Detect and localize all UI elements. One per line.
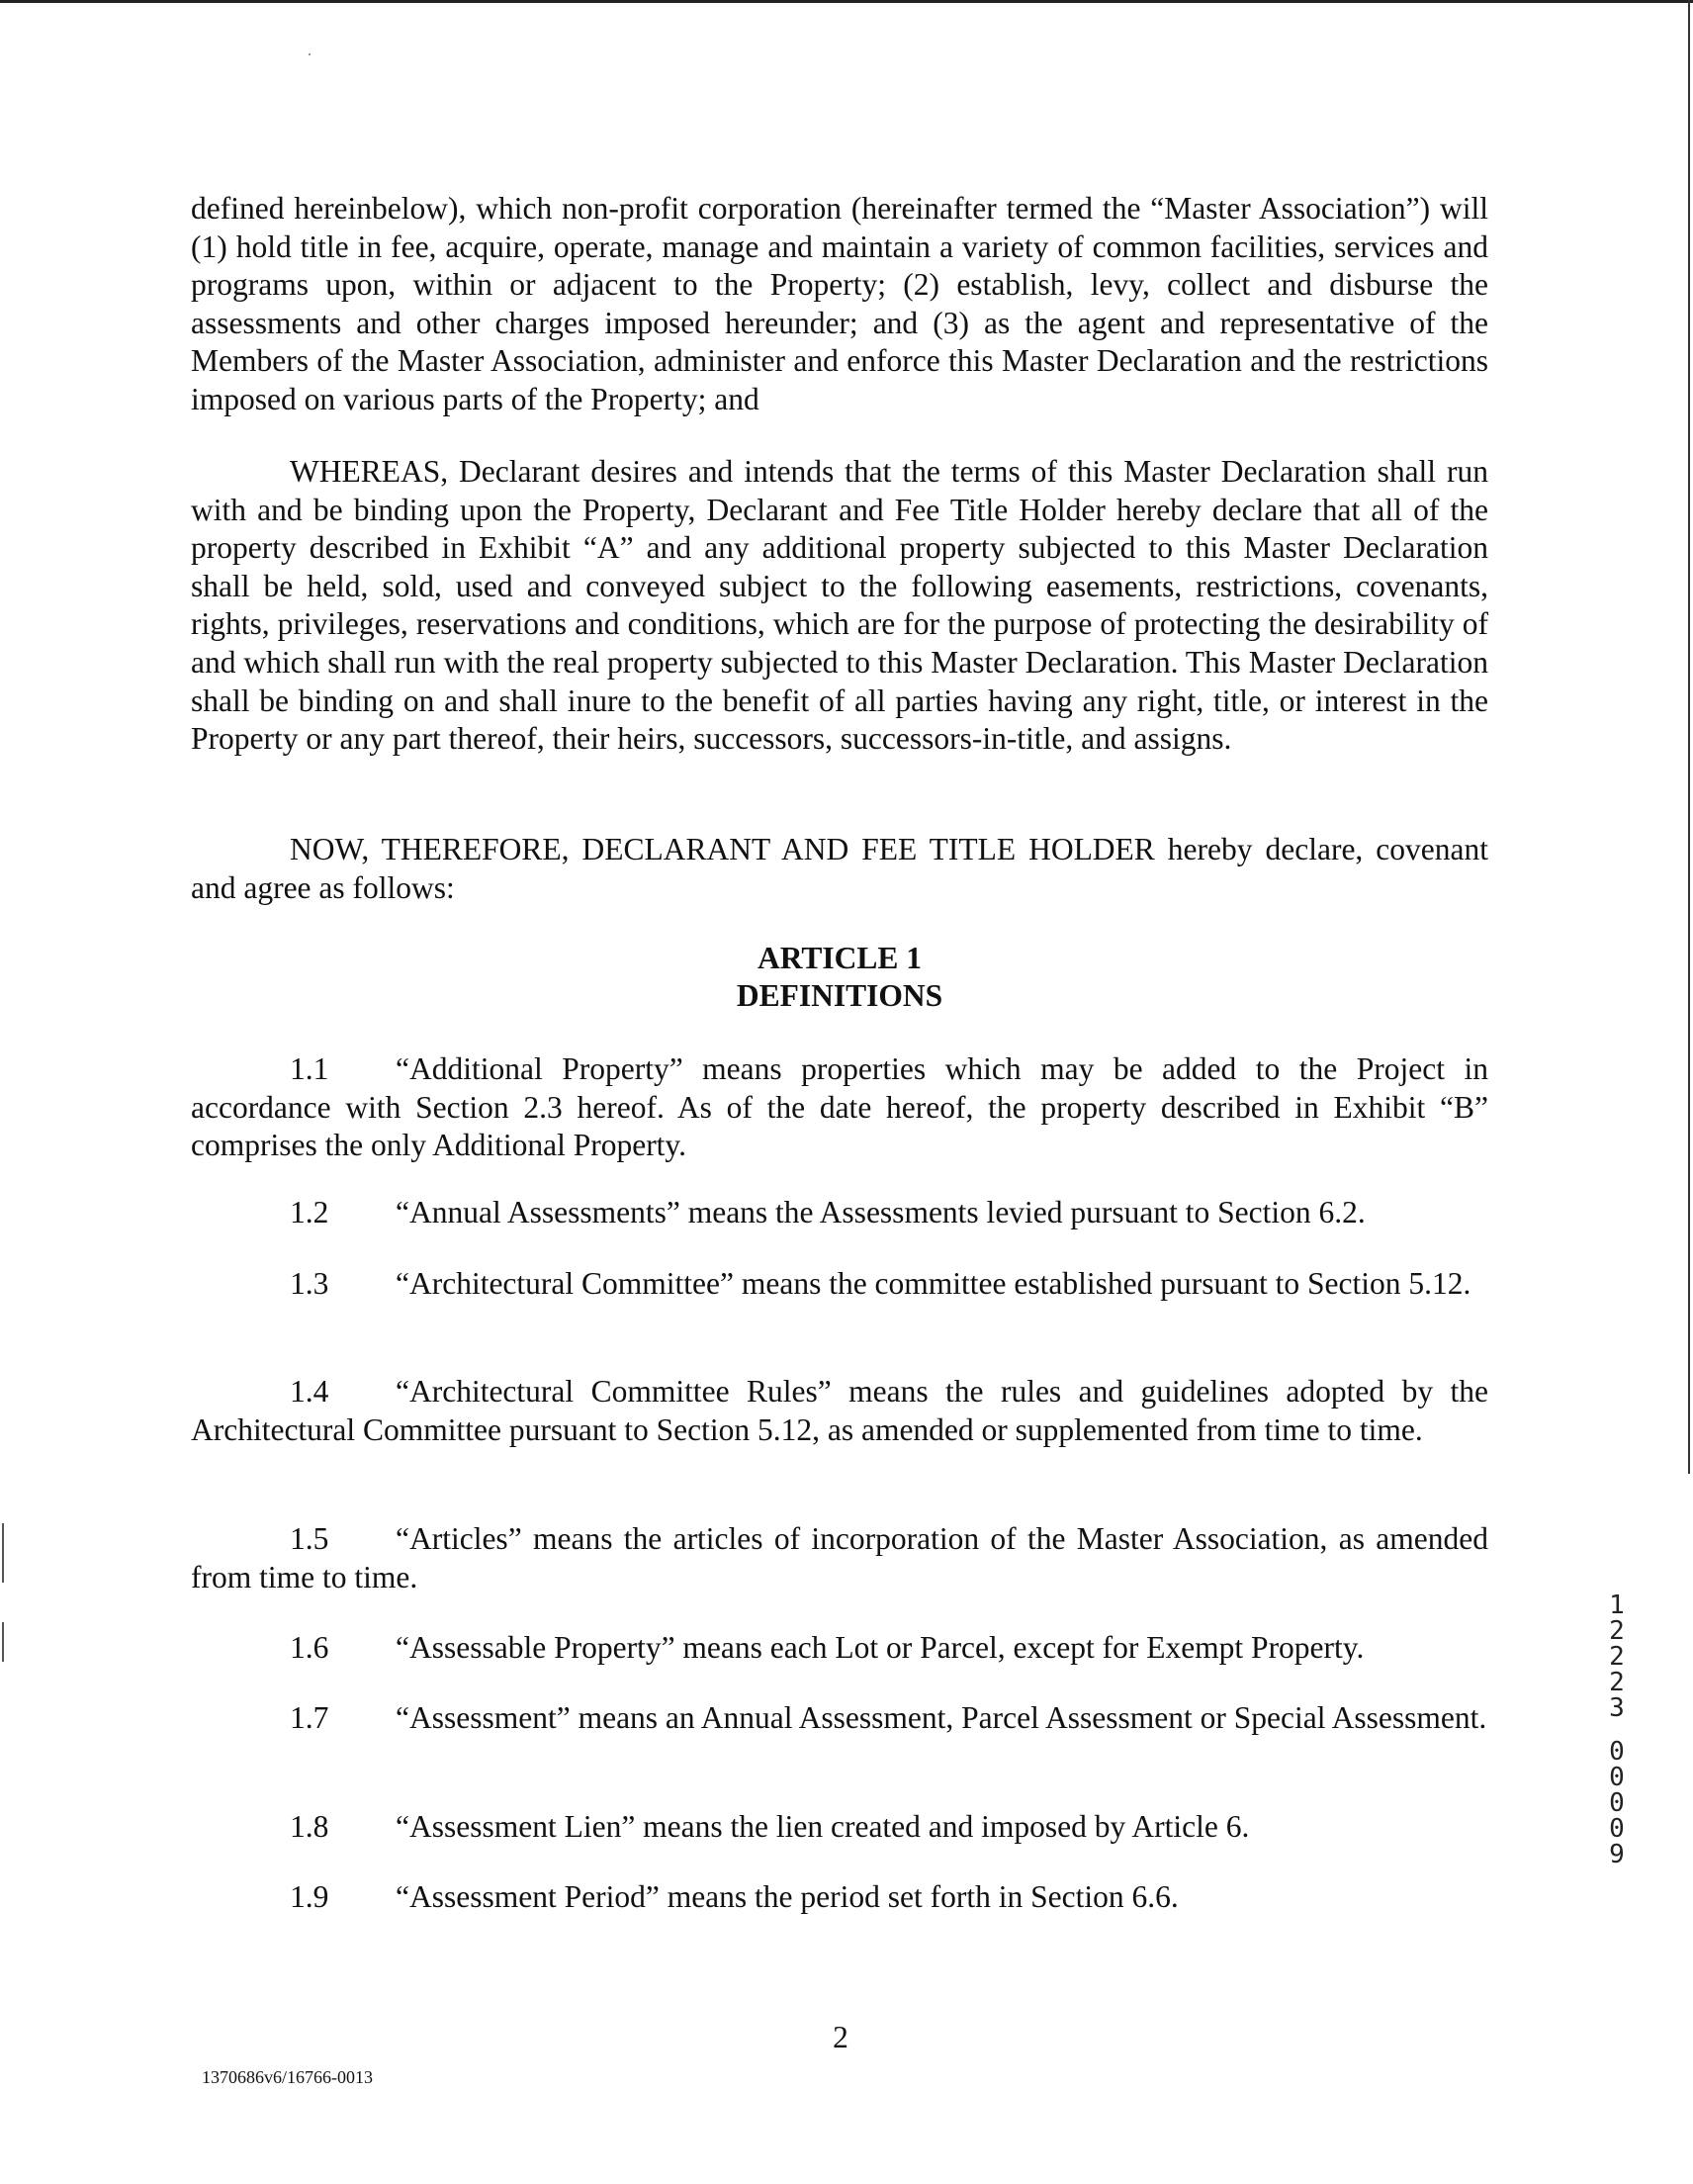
definition-text: “Architectural Committee Rules” means the rules and guidelines adopted by the Architectural Committee pursuant to Section 5.12, as amended or supplemented from time to time. (191, 1374, 1488, 1447)
definition-1-5 (191, 1520, 1488, 1596)
definition-1-3 (191, 1265, 1488, 1304)
definition-number: 1.5 (290, 1521, 329, 1556)
definition-text: “Assessable Property” means each Lot or Parcel, except for Exempt Property. (396, 1630, 1365, 1665)
definition-text: “Assessment” means an Annual Assessment, Parcel Assessment or Special Assessment. (396, 1700, 1487, 1735)
now-therefore-paragraph-block (191, 831, 1488, 907)
definition-number: 1.4 (290, 1374, 329, 1409)
page-right-edge (1688, 0, 1690, 1474)
whereas-paragraph: WHEREAS, Declarant desires and intends that the terms of this Master Declaration shall run with and be binding upon the Property, Declarant and Fee Title Holder hereby declare that all of the property described in Exhibit “A” and any additional property subjected to this Master Declaration shall be held, sold, used and conveyed subject to the following easements, restrictions, covenants, rights, privileges, reservations and conditions, which are for the purpose of protecting the desirability of and which shall run with the real property subjected to this Master Declaration. This Master Declaration shall be binding on and shall inure to the benefit of all parties having any right, title, or interest in the Property or any part thereof, their heirs, successors, successors-in-title, and assigns. (191, 454, 1488, 757)
definition-text: “Assessment Period” means the period set forth in Section 6.6. (396, 1879, 1179, 1914)
stamp-digit: 3 (1609, 1693, 1625, 1723)
definition-number: 1.1 (290, 1051, 329, 1086)
stamp-digit: 2 (1609, 1616, 1625, 1646)
page-top-edge (0, 0, 1693, 3)
definition-1-6 (191, 1629, 1488, 1668)
scan-speck (309, 53, 311, 55)
article-heading (191, 940, 1488, 1015)
document-id: 1370686v6/16766-0013 (202, 2067, 373, 2087)
definition-number: 1.2 (290, 1195, 329, 1229)
definition-1-7 (191, 1699, 1488, 1738)
definition-text: “Additional Property” means properties which may be added to the Project in accordance with Section 2.3 hereof. As of the date hereof, the property described in Exhibit “B” comprises the only Additional Property. (191, 1051, 1488, 1163)
article-title: DEFINITIONS (736, 978, 943, 1013)
definition-text: “Assessment Lien” means the lien created and imposed by Article 6. (396, 1809, 1250, 1844)
stamp-digit: 0 (1609, 1814, 1625, 1844)
stamp-digit: 2 (1609, 1642, 1625, 1672)
definition-number: 1.6 (290, 1630, 329, 1665)
stamp-digit: 2 (1609, 1668, 1625, 1697)
definition-1-9 (191, 1878, 1488, 1917)
intro-paragraph-block (191, 190, 1488, 419)
definition-number: 1.9 (290, 1879, 329, 1914)
definition-number: 1.3 (290, 1266, 329, 1301)
definition-1-1 (191, 1050, 1488, 1165)
page-number: 2 (833, 2020, 848, 2054)
article-number: ARTICLE 1 (757, 941, 923, 975)
definition-1-4 (191, 1373, 1488, 1449)
side-recording-stamp (1602, 1592, 1632, 1867)
definition-text: “Architectural Committee” means the committee established pursuant to Section 5.12. (396, 1266, 1471, 1301)
now-therefore-paragraph: NOW, THEREFORE, DECLARANT AND FEE TITLE HOLDER hereby declare, covenant and agree as follows: (191, 832, 1488, 905)
stamp-digit: 0 (1609, 1763, 1625, 1792)
stamp-digit: 9 (1609, 1840, 1625, 1869)
intro-paragraph: defined hereinbelow), which non-profit corporation (hereinafter termed the “Master Association”) will (1) hold title in fee, acquire, operate, manage and maintain a variety of common facilities, services and programs upon, within or adjacent to the Property; (2) establish, levy, collect and disburse the assessments and other charges imposed hereunder; and (3) as the agent and representative of the Members of the Master Association, administer and enforce this Master Declaration and the restrictions imposed on various parts of the Property; and (191, 191, 1488, 416)
definition-number: 1.8 (290, 1809, 329, 1844)
definition-text: “Annual Assessments” means the Assessments levied pursuant to Section 6.2. (396, 1195, 1366, 1229)
stamp-digit: 1 (1609, 1591, 1625, 1620)
definition-1-2 (191, 1194, 1488, 1232)
left-margin-mark (2, 1622, 4, 1662)
stamp-digit: 0 (1609, 1737, 1625, 1767)
left-margin-mark (2, 1523, 4, 1583)
definition-text: “Articles” means the articles of incorporation of the Master Association, as amended from time to time. (191, 1521, 1488, 1594)
definition-1-8 (191, 1808, 1488, 1847)
stamp-digit: 0 (1609, 1788, 1625, 1818)
definition-number: 1.7 (290, 1700, 329, 1735)
whereas-paragraph-block (191, 453, 1488, 759)
